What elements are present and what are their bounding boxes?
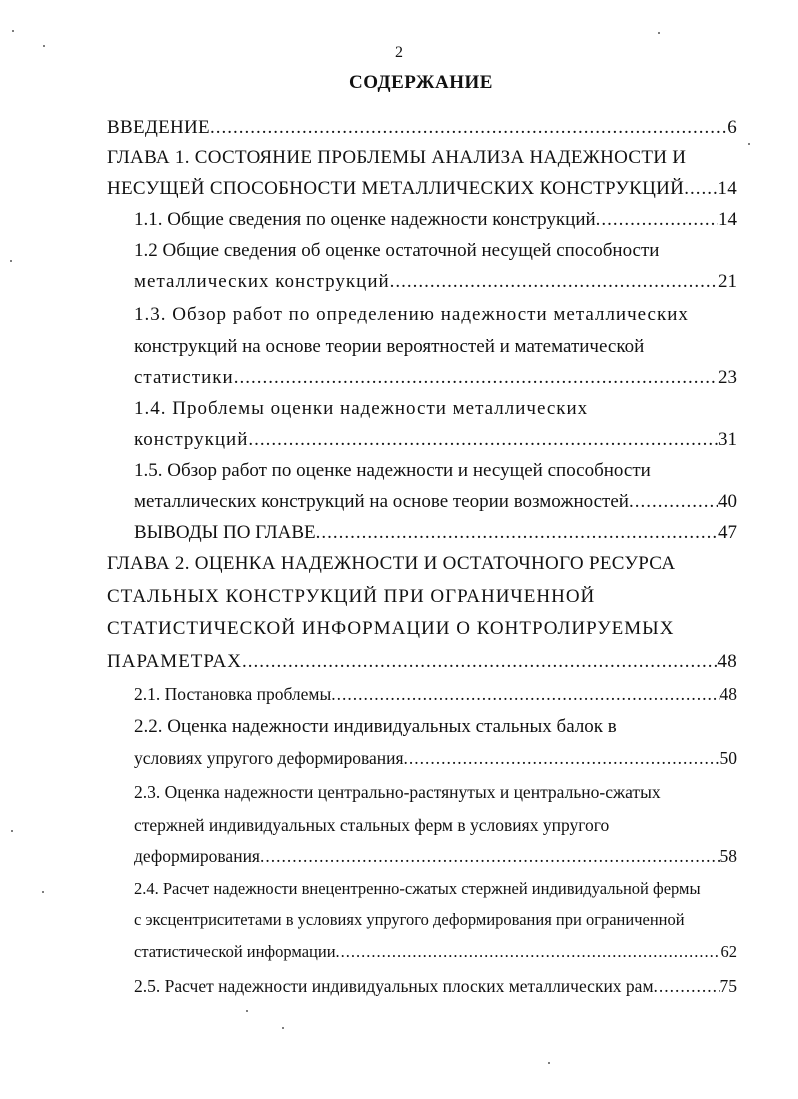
scan-speck (43, 45, 45, 47)
toc-entry-chapter-2-cont[interactable] (107, 586, 737, 612)
scan-speck (10, 260, 12, 262)
toc-entry-title: 2.1. Постановка проблемы (134, 684, 332, 704)
toc-entry-title: 1.1. Общие сведения по оценке надежности конструкций (134, 209, 596, 230)
scan-speck (246, 1010, 248, 1012)
toc-entry-title: 2.4. Расчет надежности внецентренно-сжатых стержней индивидуальной фермы (134, 879, 701, 898)
toc-entry-conclusions-1[interactable] (134, 522, 737, 548)
toc-page-number: 6 (727, 117, 737, 138)
toc-entry-section-2-4-cont2[interactable] (134, 942, 737, 968)
toc-entry-title: конструкций (134, 429, 249, 450)
scan-speck (658, 32, 660, 34)
toc-entry-title: 1.5. Обзор работ по оценке надежности и несущей способности (134, 460, 651, 481)
toc-entry-section-2-2-cont[interactable] (134, 748, 737, 774)
toc-entry-title: деформирования (134, 846, 260, 866)
toc-entry-title: 2.3. Оценка надежности центрально-растянутых и центрально-сжатых (134, 782, 661, 802)
toc-page-number: 58 (719, 846, 737, 866)
toc-leader-dots (684, 178, 717, 200)
toc-entry-title: металлических конструкций (134, 271, 390, 292)
toc-page-number: 47 (718, 522, 737, 543)
toc-page-number: 21 (718, 271, 737, 292)
toc-leader-dots (390, 271, 718, 293)
toc-entry-chapter-2-cont2[interactable] (107, 618, 737, 644)
toc-entry-title: конструкций на основе теории вероятностей и математической (134, 336, 645, 357)
toc-leader-dots (248, 429, 718, 451)
toc-page-number: 62 (720, 942, 737, 961)
scan-speck (42, 891, 44, 893)
toc-entry-section-2-1[interactable] (134, 684, 737, 710)
toc-page-number: 14 (718, 209, 737, 230)
toc-entry-title: ВВЕДЕНИЕ (107, 117, 210, 138)
toc-entry-title: ГЛАВА 1. СОСТОЯНИЕ ПРОБЛЕМЫ АНАЛИЗА НАДЕЖНОСТИ И (107, 147, 687, 168)
toc-entry-title: с эксцентриситетами в условиях упругого деформирования при ограниченной (134, 910, 685, 929)
toc-entry-title: СТАЛЬНЫХ КОНСТРУКЦИЙ ПРИ ОГРАНИЧЕННОЙ (107, 586, 596, 607)
toc-page-number: 48 (719, 684, 737, 704)
toc-entry-title: статистической информации (134, 942, 336, 961)
toc-entry-section-1-3-cont[interactable] (134, 336, 737, 362)
toc-leader-dots (316, 522, 718, 544)
toc-entry-section-1-3[interactable] (134, 304, 737, 330)
toc-entry-title: стержней индивидуальных стальных ферм в условиях упругого (134, 815, 610, 835)
toc-entry-title: 1.2 Общие сведения об оценке остаточной несущей способности (134, 240, 660, 261)
toc-leader-dots (242, 651, 717, 673)
toc-page-number: 75 (719, 976, 737, 996)
toc-entry-title: ПАРАМЕТРАХ (107, 651, 242, 672)
scan-speck (748, 143, 750, 145)
toc-entry-section-2-3-cont2[interactable] (134, 846, 737, 872)
toc-entry-section-1-2-cont[interactable] (134, 271, 737, 297)
toc-entry-chapter-1[interactable] (107, 147, 737, 173)
toc-entry-chapter-2[interactable] (107, 553, 737, 579)
toc-leader-dots (336, 942, 721, 962)
toc-page-number: 31 (718, 429, 737, 450)
toc-entry-title: 2.2. Оценка надежности индивидуальных стальных балок в (134, 716, 617, 737)
toc-entry-section-1-5[interactable] (134, 460, 737, 486)
toc-entry-section-1-1[interactable] (134, 209, 737, 235)
toc-entry-title: ГЛАВА 2. ОЦЕНКА НАДЕЖНОСТИ И ОСТАТОЧНОГО РЕСУРСА (107, 553, 676, 574)
toc-entry-title: статистики (134, 367, 234, 388)
scan-speck (12, 30, 14, 32)
toc-leader-dots (629, 491, 718, 513)
toc-leader-dots (654, 976, 720, 997)
toc-entry-section-2-5[interactable] (134, 976, 737, 1002)
toc-entry-title: 1.4. Проблемы оценки надежности металлических (134, 398, 589, 419)
toc-entry-chapter-1-cont[interactable] (107, 178, 737, 204)
toc-leader-dots (260, 846, 720, 867)
toc-entry-title: 1.3. Обзор работ по определению надежности металлических (134, 304, 689, 325)
toc-entry-section-1-5-cont[interactable] (134, 491, 737, 517)
toc-entry-intro[interactable] (107, 117, 737, 143)
toc-entry-section-2-2[interactable] (134, 716, 737, 742)
toc-entry-section-2-3-cont[interactable] (134, 815, 737, 841)
toc-entry-title: условиях упругого деформирования (134, 748, 404, 768)
toc-entry-section-1-3-cont2[interactable] (134, 367, 737, 393)
toc-entry-section-2-3[interactable] (134, 782, 737, 808)
toc-leader-dots (210, 117, 727, 139)
toc-page-number: 40 (718, 491, 737, 512)
toc-page-number: 50 (719, 748, 737, 768)
page-number: 2 (395, 44, 403, 61)
toc-page-number: 23 (718, 367, 737, 388)
toc-leader-dots (596, 209, 718, 231)
toc-entry-title: 2.5. Расчет надежности индивидуальных плоских металлических рам (134, 976, 654, 996)
toc-entry-section-1-4[interactable] (134, 398, 737, 424)
toc-entry-section-2-4[interactable] (134, 879, 737, 905)
toc-leader-dots (404, 748, 720, 769)
scan-speck (548, 1062, 550, 1064)
scan-speck (282, 1027, 284, 1029)
toc-entry-section-2-4-cont[interactable] (134, 910, 737, 936)
toc-page-number: 48 (717, 651, 737, 672)
toc-page-number: 14 (717, 178, 737, 199)
toc-entry-title: СТАТИСТИЧЕСКОЙ ИНФОРМАЦИИ О КОНТРОЛИРУЕМЫХ (107, 618, 675, 639)
toc-leader-dots (234, 367, 718, 389)
toc-leader-dots (331, 684, 719, 705)
toc-entry-section-1-2[interactable] (134, 240, 737, 266)
scan-speck (11, 830, 13, 832)
toc-entry-title: ВЫВОДЫ ПО ГЛАВЕ (134, 522, 316, 543)
page-title: СОДЕРЖАНИЕ (349, 72, 493, 93)
toc-entry-title: металлических конструкций на основе теории возможностей (134, 491, 629, 512)
toc-entry-section-1-4-cont[interactable] (134, 429, 737, 455)
toc-entry-title: НЕСУЩЕЙ СПОСОБНОСТИ МЕТАЛЛИЧЕСКИХ КОНСТРУКЦИЙ (107, 178, 685, 199)
toc-entry-chapter-2-cont3[interactable] (107, 651, 737, 677)
